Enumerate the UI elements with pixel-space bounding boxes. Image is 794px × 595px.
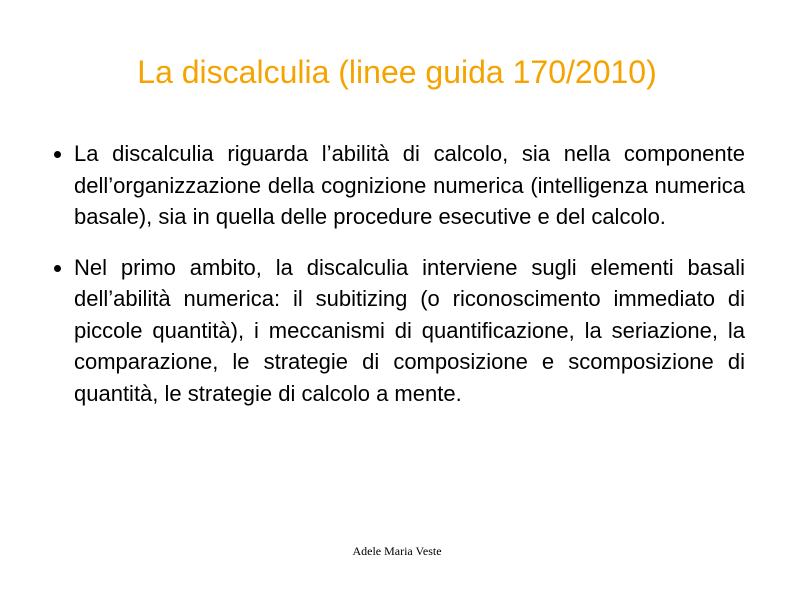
bullet-item [52, 252, 745, 410]
bullet-list [52, 138, 745, 428]
footer-author: Adele Maria Veste [352, 544, 442, 558]
bullet-item [52, 138, 745, 233]
bullet-dot-icon [54, 151, 61, 158]
bullet-text: Nel primo ambito, la discalculia interviene sugli elementi basali dell’abilità numerica: il subitizing (o riconoscimento immediato di piccole quantità), i meccanismi di quantificazione, la seriazione, la comparazione, le strategie di composizione e scomposizione di quantità, le strategie di calcolo a mente. [74, 254, 745, 406]
bullet-text: La discalculia riguarda l’abilità di calcolo, sia nella componente dell’organizzazione della cognizione numerica (intelligenza numerica basale), sia in quella delle procedure esecutive e del calcolo. [74, 141, 745, 229]
bullet-dot-icon [54, 265, 61, 272]
slide-title: La discalculia (linee guida 170/2010) [137, 54, 657, 90]
